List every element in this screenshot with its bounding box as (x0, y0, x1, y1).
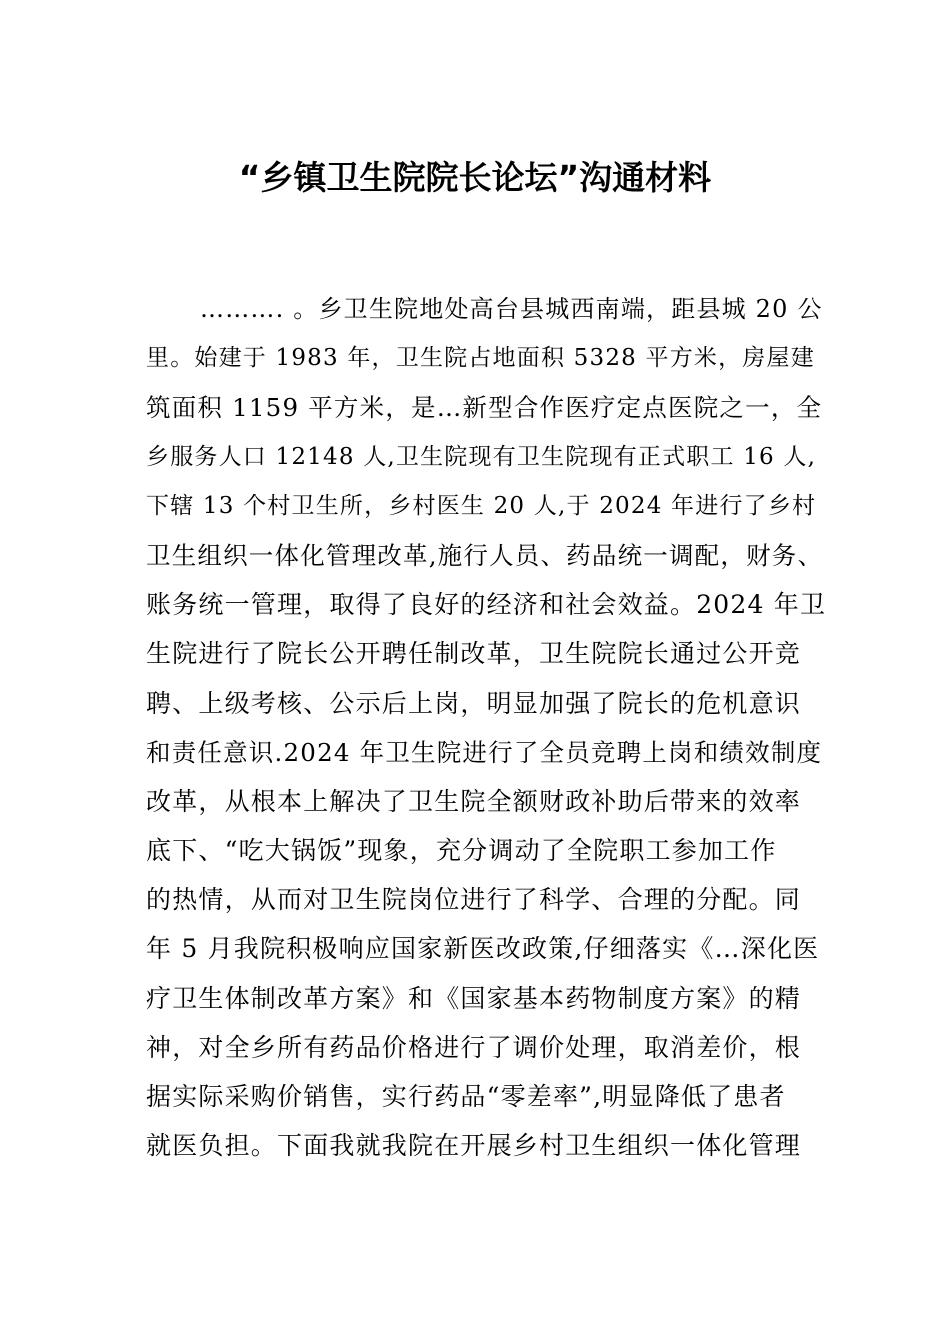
body-line: 聘、上级考核、公示后上岗，明显加强了院长的危机意识 (146, 688, 802, 718)
body-line: 年 5 月我院积极响应国家新医改政策,仔细落实《…深化医 (146, 934, 820, 964)
body-line: 卫生组织一体化管理改革,施行人员、药品统一调配，财务、 (146, 540, 824, 570)
body-line: 下辖 13 个村卫生所，乡村医生 20 人,于 2024 年进行了乡村 (146, 492, 817, 519)
body-line: 底下、“吃大锅饭”现象，充分调动了全院职工参加工作 (146, 836, 777, 866)
body-line: 乡服务人口 12148 人,卫生院现有卫生院现有正式职工 16 人, (146, 443, 817, 470)
body-line: 的热情，从而对卫生院岗位进行了科学、合理的分配。同 (146, 885, 802, 915)
body-line: 生院进行了院长公开聘任制改革，卫生院院长通过公开竞 (146, 639, 802, 669)
document-title: “乡镇卫生院院长论坛”沟通材料 (238, 158, 712, 197)
body-line: 改革，从根本上解决了卫生院全额财政补助后带来的效率 (146, 786, 802, 816)
body-line: ………. 。乡卫生院地处高台县城西南端，距县城 20 公 (200, 295, 823, 323)
body-line: 就医负担。下面我就我院在开展乡村卫生组织一体化管理 (146, 1131, 802, 1161)
document-body (146, 285, 826, 1170)
body-line: 账务统一管理，取得了良好的经济和社会效益。2024 年卫 (146, 590, 827, 620)
body-line: 筑面积 1159 平方米，是…新型合作医疗定点医院之一，全 (146, 393, 823, 423)
body-line: 疗卫生体制改革方案》和《国家基本药物制度方案》的精 (146, 983, 802, 1013)
body-line: 据实际采购价销售，实行药品“零差率”,明显降低了患者 (146, 1082, 786, 1111)
body-line: 和责任意识.2024 年卫生院进行了全员竞聘上岗和绩效制度 (146, 737, 823, 767)
body-line: 神，对全乡所有药品价格进行了调价处理，取消差价，根 (146, 1032, 802, 1062)
body-line: 里。始建于 1983 年，卫生院占地面积 5328 平方米，房屋建 (146, 345, 815, 372)
